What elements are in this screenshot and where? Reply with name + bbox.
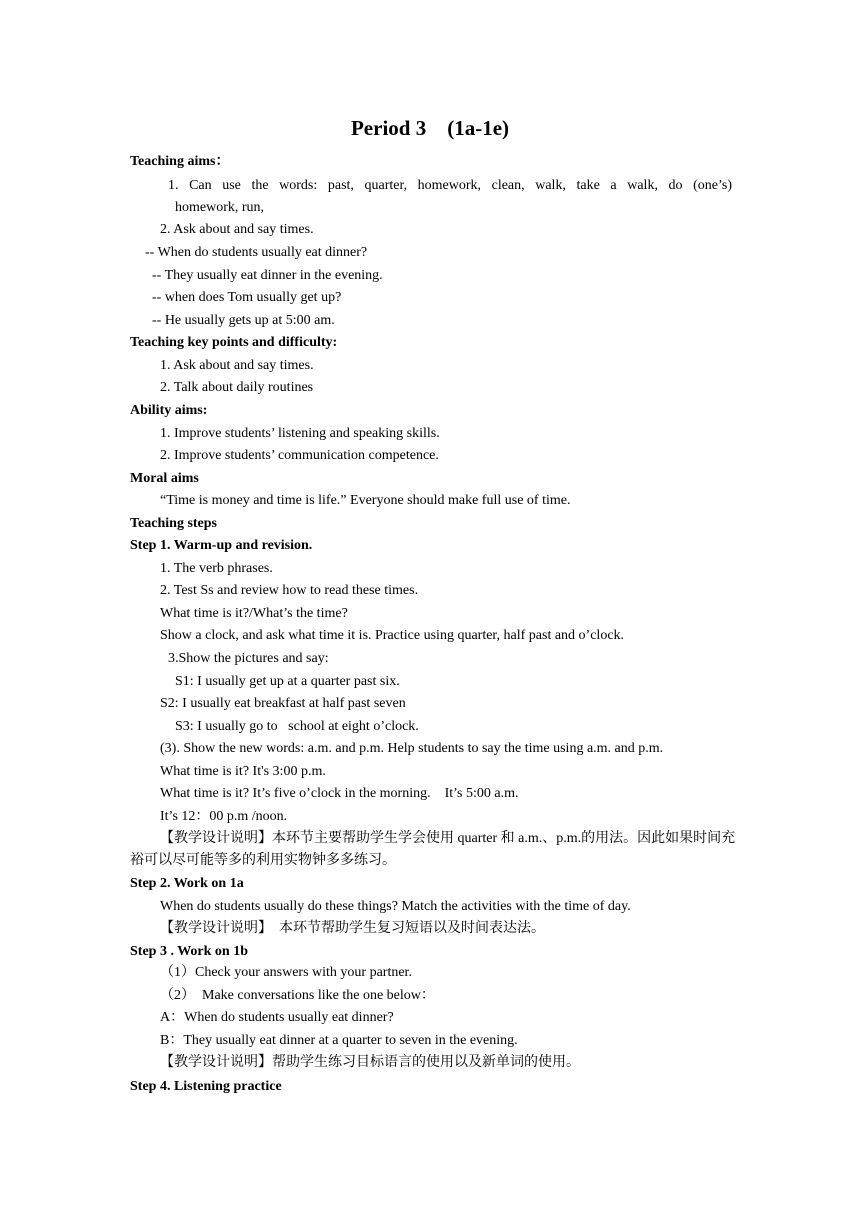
step2-line-1: When do students usually do these things? Match the activities with the time of day.	[160, 899, 631, 914]
key-points-item1: 1. Ask about and say times.	[160, 358, 314, 373]
dialog-line-1: -- When do students usually eat dinner?	[145, 245, 368, 260]
step3-design-note: 【教学设计说明】帮助学生练习目标语言的使用以及新单词的使用。	[160, 1055, 580, 1070]
step1-line-10: What time is it? It's 3:00 p.m.	[160, 764, 326, 779]
step1-heading: Step 1. Warm-up and revision.	[130, 538, 313, 553]
step1-line-2: 2. Test Ss and review how to read these times.	[160, 583, 419, 598]
step1-line-3: What time is it?/What’s the time?	[160, 606, 348, 621]
step3-line-2: （2） Make conversations like the one below：	[160, 988, 435, 1003]
step1-line-8: S3: I usually go to school at eight o’clock.	[175, 719, 419, 734]
step1-design-note: 【教学设计说明】本环节主要帮助学生学会使用 quarter 和 a.m.、p.m.的用法。因此如果时间充裕可以尽可能等多的利用实物钟多多练习。	[130, 831, 736, 868]
step3-line-4: B：They usually eat dinner at a quarter to seven in the evening.	[160, 1033, 518, 1048]
step2-design-note: 【教学设计说明】 本环节帮助学生复习短语以及时间表达法。	[160, 921, 545, 936]
step1-line-7: S2: I usually eat breakfast at half past seven	[160, 696, 406, 711]
ability-aims-item2: 2. Improve students’ communication competence.	[160, 448, 439, 463]
step2-heading: Step 2. Work on 1a	[130, 876, 244, 891]
step3-line-3: A：When do students usually eat dinner?	[160, 1010, 394, 1025]
key-points-heading: Teaching key points and difficulty:	[130, 335, 338, 350]
teaching-aims-item1-line2: homework, run,	[175, 200, 265, 215]
step1-line-12: It’s 12：00 p.m /noon.	[160, 809, 288, 824]
dialog-line-2: -- They usually eat dinner in the evening.	[152, 268, 383, 283]
dialog-line-4: -- He usually gets up at 5:00 am.	[152, 313, 335, 328]
dialog-line-3: -- when does Tom usually get up?	[152, 290, 342, 305]
step1-line-6: S1: I usually get up at a quarter past six.	[175, 674, 400, 689]
teaching-aims-heading: Teaching aims：	[130, 154, 230, 169]
step3-heading: Step 3 . Work on 1b	[130, 944, 248, 959]
step3-line-1: （1）Check your answers with your partner.	[160, 965, 412, 980]
moral-aims-heading: Moral aims	[130, 471, 199, 486]
teaching-steps-heading: Teaching steps	[130, 516, 218, 531]
step1-line-11: What time is it? It’s five o’clock in the morning. It’s 5:00 a.m.	[160, 786, 519, 801]
moral-aims-text: “Time is money and time is life.” Everyone should make full use of time.	[160, 493, 571, 508]
teaching-aims-item2: 2. Ask about and say times.	[160, 222, 314, 237]
page-title: Period 3 (1a-1e)	[350, 116, 510, 140]
key-points-item2: 2. Talk about daily routines	[160, 380, 314, 395]
step1-line-9: (3). Show the new words: a.m. and p.m. Help students to say the time using a.m. and p.m.	[160, 741, 664, 756]
ability-aims-item1: 1. Improve students’ listening and speaking skills.	[160, 426, 440, 441]
step1-line-4: Show a clock, and ask what time it is. Practice using quarter, half past and o’clock.	[160, 628, 625, 643]
step1-line-5: 3.Show the pictures and say:	[168, 651, 329, 666]
ability-aims-heading: Ability aims:	[130, 403, 208, 418]
step4-heading: Step 4. Listening practice	[130, 1079, 282, 1094]
teaching-aims-item1-line1: 1. Can use the words: past, quarter, homework, clean, walk, take a walk, do (one’s)	[168, 178, 732, 193]
step1-line-1: 1. The verb phrases.	[160, 561, 273, 576]
